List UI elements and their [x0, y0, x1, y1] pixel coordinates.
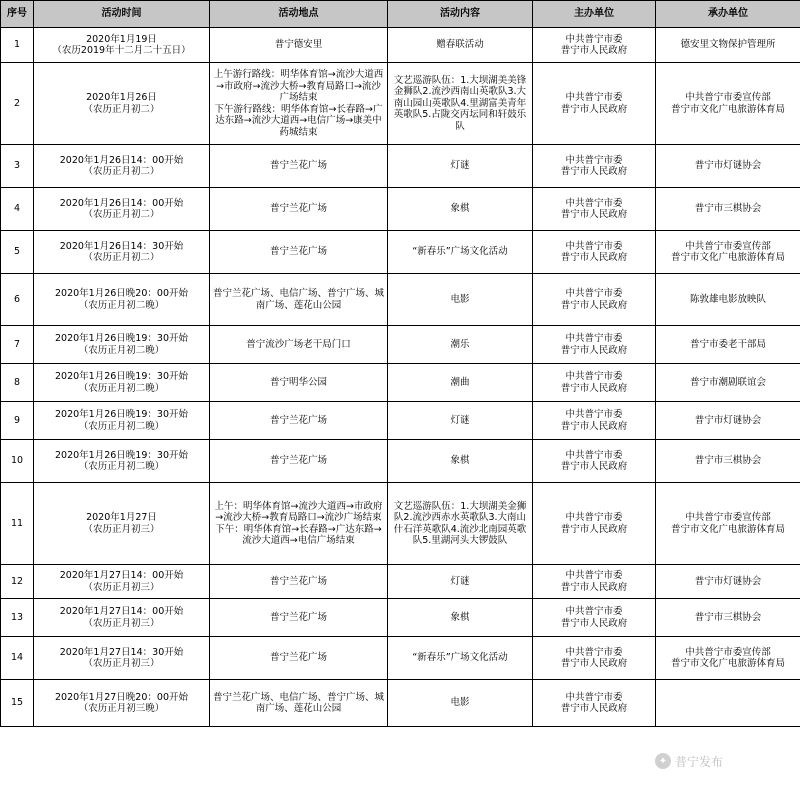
row-number: 7: [1, 326, 34, 364]
row-host: 中共普宁市委 普宁市人民政府: [533, 28, 656, 63]
row-time: 2020年1月26日晚19：30开始 （农历正月初二晚）: [34, 440, 210, 483]
row-time: 2020年1月26日 （农历正月初二）: [34, 63, 210, 145]
row-time: 2020年1月26日14：00开始 （农历正月初二）: [34, 188, 210, 231]
row-time: 2020年1月27日14：00开始 （农历正月初三）: [34, 599, 210, 637]
row-organizer: 中共普宁市委宣传部 普宁市文化广电旅游体育局: [656, 637, 800, 680]
row-organizer: 普宁市灯谜协会: [656, 565, 800, 599]
row-time: 2020年1月26日晚19：30开始 （农历正月初二晚）: [34, 326, 210, 364]
row-organizer: 普宁市三棋协会: [656, 440, 800, 483]
table-row: [1, 402, 800, 440]
table-row: [1, 364, 800, 402]
header-number: 序号: [1, 1, 34, 28]
row-number: 6: [1, 274, 34, 326]
row-content: 赠春联活动: [388, 28, 533, 63]
row-host: 中共普宁市委 普宁市人民政府: [533, 599, 656, 637]
row-host: 中共普宁市委 普宁市人民政府: [533, 274, 656, 326]
row-host: 中共普宁市委 普宁市人民政府: [533, 326, 656, 364]
table-row: [1, 565, 800, 599]
row-host: 中共普宁市委 普宁市人民政府: [533, 565, 656, 599]
row-content: 象棋: [388, 188, 533, 231]
row-organizer: 普宁市灯谜协会: [656, 402, 800, 440]
row-time: 2020年1月26日14：30开始 （农历正月初二）: [34, 231, 210, 274]
row-host: 中共普宁市委 普宁市人民政府: [533, 483, 656, 565]
row-host: 中共普宁市委 普宁市人民政府: [533, 402, 656, 440]
row-number: 4: [1, 188, 34, 231]
row-organizer: 中共普宁市委宣传部 普宁市文化广电旅游体育局: [656, 483, 800, 565]
row-place: 普宁兰花广场、电信广场、普宁广场、城南广场、莲花山公园: [210, 680, 388, 727]
table-row: [1, 28, 800, 63]
row-number: 8: [1, 364, 34, 402]
table-row: [1, 231, 800, 274]
row-place: 上午：明华体育馆→流沙大道西→市政府→流沙大桥→教育局路口→流沙广场结束 下午：明华体育馆→长春路→广达东路→流沙大道西→电信广场结束: [210, 483, 388, 565]
table-row: [1, 63, 800, 145]
row-number: 2: [1, 63, 34, 145]
row-place: 普宁兰花广场: [210, 440, 388, 483]
row-number: 1: [1, 28, 34, 63]
row-host: 中共普宁市委 普宁市人民政府: [533, 680, 656, 727]
row-number: 15: [1, 680, 34, 727]
row-content: 电影: [388, 274, 533, 326]
watermark: [655, 746, 795, 776]
row-time: 2020年1月26日晚20：00开始 （农历正月初二晚）: [34, 274, 210, 326]
row-place: 普宁兰花广场: [210, 637, 388, 680]
table-row: [1, 680, 800, 727]
row-number: 9: [1, 402, 34, 440]
row-organizer: 陈敦雄电影放映队: [656, 274, 800, 326]
row-organizer: 普宁市灯谜协会: [656, 145, 800, 188]
row-time: 2020年1月27日14：30开始 （农历正月初三）: [34, 637, 210, 680]
table-row: [1, 274, 800, 326]
row-number: 13: [1, 599, 34, 637]
row-time: 2020年1月26日晚19：30开始 （农历正月初二晚）: [34, 364, 210, 402]
table-row: [1, 326, 800, 364]
row-organizer: 中共普宁市委宣传部 普宁市文化广电旅游体育局: [656, 63, 800, 145]
row-host: 中共普宁市委 普宁市人民政府: [533, 440, 656, 483]
row-content: 象棋: [388, 599, 533, 637]
row-organizer: 中共普宁市委宣传部 普宁市文化广电旅游体育局: [656, 231, 800, 274]
header-host: 主办单位: [533, 1, 656, 28]
wechat-icon: ✦: [655, 753, 671, 769]
row-place: 普宁明华公园: [210, 364, 388, 402]
row-content: 文艺巡游队伍：1.大坝湖美美锋金狮队2.流沙西南山英歌队3.大南山园山英歌队4.里湖富美青年英歌队5.占陇交丙坛同和轩鼓乐队: [388, 63, 533, 145]
row-host: 中共普宁市委 普宁市人民政府: [533, 188, 656, 231]
row-time: 2020年1月27日 （农历正月初三）: [34, 483, 210, 565]
row-content: “新春乐”广场文化活动: [388, 231, 533, 274]
row-host: 中共普宁市委 普宁市人民政府: [533, 364, 656, 402]
row-time: 2020年1月26日14：00开始 （农历正月初二）: [34, 145, 210, 188]
row-place: 普宁兰花广场: [210, 402, 388, 440]
row-number: 3: [1, 145, 34, 188]
row-time: 2020年1月19日 （农历2019年十二月二十五日）: [34, 28, 210, 63]
watermark-text: 普宁发布: [675, 754, 724, 769]
row-organizer: 普宁市潮剧联谊会: [656, 364, 800, 402]
row-place: 普宁兰花广场: [210, 231, 388, 274]
row-content: 潮曲: [388, 364, 533, 402]
row-time: 2020年1月27日14：00开始 （农历正月初三）: [34, 565, 210, 599]
table-row: [1, 637, 800, 680]
row-number: 12: [1, 565, 34, 599]
row-place: 普宁德安里: [210, 28, 388, 63]
row-time: 2020年1月26日晚19：30开始 （农历正月初二晚）: [34, 402, 210, 440]
row-number: 10: [1, 440, 34, 483]
row-content: 灯谜: [388, 402, 533, 440]
header-time: 活动时间: [34, 1, 210, 28]
row-organizer: 德安里文物保护管理所: [656, 28, 800, 63]
row-host: 中共普宁市委 普宁市人民政府: [533, 63, 656, 145]
row-content: 潮乐: [388, 326, 533, 364]
row-host: 中共普宁市委 普宁市人民政府: [533, 145, 656, 188]
row-time: 2020年1月27日晚20：00开始 （农历正月初三晚）: [34, 680, 210, 727]
table-row: [1, 145, 800, 188]
row-number: 14: [1, 637, 34, 680]
row-place: 普宁兰花广场: [210, 188, 388, 231]
row-organizer: 普宁市三棋协会: [656, 599, 800, 637]
row-number: 11: [1, 483, 34, 565]
row-content: “新春乐”广场文化活动: [388, 637, 533, 680]
row-content: 灯谜: [388, 145, 533, 188]
row-place: 普宁兰花广场: [210, 145, 388, 188]
header-place: 活动地点: [210, 1, 388, 28]
row-content: 电影: [388, 680, 533, 727]
row-organizer: [656, 680, 800, 727]
row-organizer: 普宁市委老干部局: [656, 326, 800, 364]
row-place: 普宁兰花广场: [210, 599, 388, 637]
table-row: [1, 440, 800, 483]
header-organizer: 承办单位: [656, 1, 800, 28]
header-row: [1, 1, 800, 28]
row-place: 上午游行路线：明华体育馆→流沙大道西→市政府→流沙大桥→教育局路口→流沙广场结束 下午游行路线：明华体育馆→长春路→广达东路→流沙大道西→电信广场→康美中药城结束: [210, 63, 388, 145]
table-row: [1, 188, 800, 231]
row-place: 普宁兰花广场: [210, 565, 388, 599]
row-content: 象棋: [388, 440, 533, 483]
table-row: [1, 599, 800, 637]
row-place: 普宁流沙广场老干局门口: [210, 326, 388, 364]
row-host: 中共普宁市委 普宁市人民政府: [533, 231, 656, 274]
row-number: 5: [1, 231, 34, 274]
table-row: [1, 483, 800, 565]
row-content: 文艺巡游队伍：1.大坝湖美金狮队2.流沙西赤水英歌队3.大南山什石洋英歌队4.流沙北南园英歌队5.里湖河头大锣鼓队: [388, 483, 533, 565]
row-host: 中共普宁市委 普宁市人民政府: [533, 637, 656, 680]
row-organizer: 普宁市三棋协会: [656, 188, 800, 231]
row-content: 灯谜: [388, 565, 533, 599]
header-content: 活动内容: [388, 1, 533, 28]
row-place: 普宁兰花广场、电信广场、普宁广场、城南广场、莲花山公园: [210, 274, 388, 326]
